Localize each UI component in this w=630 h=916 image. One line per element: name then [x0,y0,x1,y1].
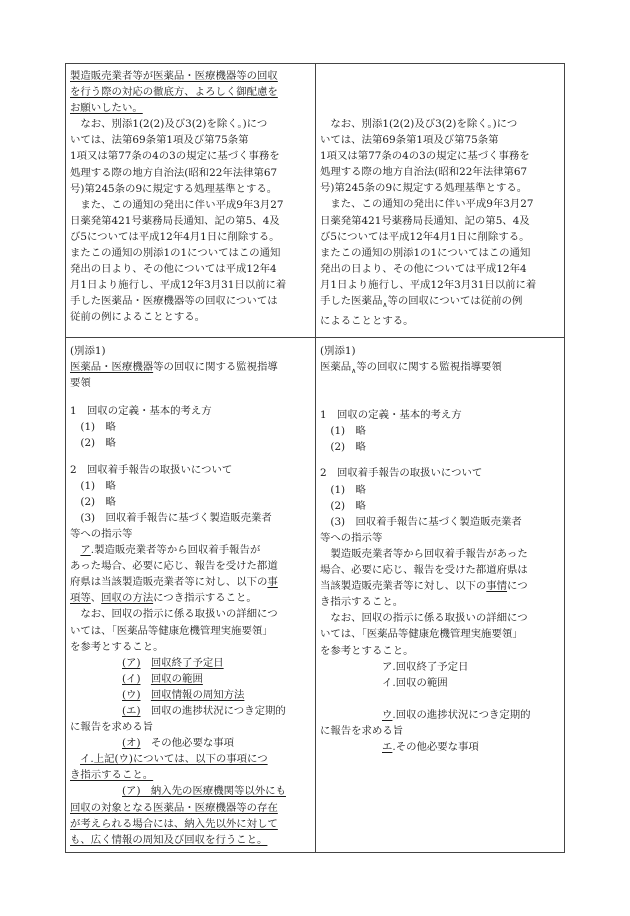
text-fragment: (ア) 納入先の医療機関等以外にも [122,785,286,798]
marker: ア [80,544,91,557]
text-line: 号)第245条の9に規定する処理基準とする。 [70,182,278,195]
text-line: を行う際の対応の徹底方、よろしく御配慮を [70,86,278,99]
text-line [320,293,562,313]
text-line: 月1日より施行し、平成12年3月31日以前に着 [320,278,537,291]
text-line: 場合、必要に応じ、報告を受けた都道府県は [320,564,528,577]
text-line: いては、法第69条第1項及び第75条第 [70,134,249,147]
text-line: いては、「医薬品等健康危機管理実施要領」 [320,628,523,641]
bottom-left-cell [70,343,313,848]
item: (3) 回収着手報告に基づく製造販売業者 [320,515,522,528]
sub-item: イ.回収の範囲 [382,676,448,689]
title-fragment: 医薬品・医療機器 [70,361,154,374]
sub-item [70,671,313,687]
item: (2) 略 [70,437,116,450]
text-line: またこの通知の別添1の1についてはこの通知 [320,246,531,259]
text-fragment: イ.上記(ウ)については、以下の事項につ [80,753,268,766]
title-fragment: 医薬品 [320,361,352,374]
sub-item [320,739,562,755]
text-line [70,751,313,767]
text-fragment: .製造販売業者等から回収着手報告が [90,544,261,557]
text-line: お願いしたい。 [70,102,143,115]
text-fragment: 回収の進捗状況につき定期的 [150,704,286,717]
text-line: 発出の日より、その他については平成12年4 [320,262,527,275]
attachment-label: (別添1) [320,345,356,357]
text-line: を参考とすること。 [320,644,414,657]
text-line: 従前の例によることとする。 [70,311,206,324]
text-fragment: 回収の範囲 [150,672,203,685]
sub-item [70,655,313,671]
text-line: 発出の日より、その他については平成12年4 [70,263,277,276]
comparison-table [65,63,565,853]
text-fragment: .回収の進捗状況につき定期的 [392,708,531,721]
text-fragment: 事情 [486,580,508,593]
item: (2) 略 [320,499,366,512]
column-divider [315,64,316,852]
bottom-right-cell [320,343,562,755]
text-line: 1項又は第77条の4の3の規定に基づく事務を [70,150,280,163]
sub-item [70,687,313,703]
insertion-caret: ∧ [382,301,388,310]
text-fragment: 回収の方法 [101,592,154,605]
marker: (ウ) [122,688,141,701]
text-line: 日薬発第421号薬務局長通知、記の第5、4及 [320,214,530,227]
text-line [70,542,313,558]
text-line [70,590,313,606]
sub-item [70,735,313,751]
marker: (エ) [122,704,141,717]
title-fragment: 等の回収に関する監視指導 [153,361,278,374]
top-left-cell [70,68,313,326]
text-line: また、この通知の発出に伴い平成9年3月27 [320,198,534,211]
text-line: 回収の対象となる医薬品・医療機器等の存在 [70,801,278,814]
marker: エ [382,740,393,753]
text-fragment: につき指示すること。 [153,592,257,605]
text-line: なお、別添1(2(2)及び3(2)を除く。)につ [320,118,518,130]
text-line: 号)第245条の9に規定する処理基準とする。 [320,182,528,195]
text-fragment: につ [507,580,528,593]
text-fragment: .その他必要な事項 [392,740,479,753]
text-line: 日薬発第421号薬務局長通知、記の第5、4及 [70,214,280,227]
text-line: び5については平成12年4月1日に削除する。 [320,230,530,243]
text-line: なお、回収の指示に係る取扱いの詳細につ [70,608,278,621]
text-line: 処理する際の地方自治法(昭和22年法律第67 [70,166,278,179]
sub-item: ア.回収終了予定日 [382,660,469,673]
insertion-caret: ∧ [351,367,357,376]
section-title: 要領 [70,377,91,390]
text-line: なお、別添1(2(2)及び3(2)を除く。)につ [70,118,268,131]
text-fragment: 手した医薬品 [320,295,383,308]
text-line: 月1日より施行し、平成12年3月31日以前に着 [70,279,287,292]
text-line [70,783,313,799]
top-right-cell [320,116,562,329]
text-line: またこの通知の別添1の1についてはこの通知 [70,247,281,260]
marker: (イ) [122,672,141,685]
text-line: き指示すること。 [70,769,154,782]
text-fragment: その他必要な事項 [150,737,235,750]
text-line: 手した医薬品・医療機器等の回収については [70,295,278,308]
text-line: 処理する際の地方自治法(昭和22年法律第67 [320,166,528,179]
title-fragment: 等の回収に関する監視指導要領 [356,361,502,374]
text-fragment: 事 [267,576,278,589]
item: (3) 回収着手報告に基づく製造販売業者 [70,511,272,524]
text-line: が考えられる場合には、納入先以外に対して [70,817,278,830]
text-line: も、広く情報の周知及び回収を行うこと。 [70,833,268,846]
text-line: に報告を求める旨 [320,724,404,737]
text-line: に報告を求める旨 [70,721,154,734]
text-line: 製造販売業者等から回収着手報告があった [320,547,528,560]
heading: 1 回収の定義・基本的考え方 [70,405,212,418]
section-title [320,359,562,379]
text-fragment: 府県は当該製造販売業者等に対し、以下の [70,576,268,589]
text-fragment: 回収終了予定日 [150,656,224,669]
text-fragment: 項等 [70,592,91,605]
text-fragment: 等の回収については従前の例 [387,295,523,308]
text-line [320,578,562,594]
item: 等への指示等 [320,531,383,544]
marker: (ア) [122,656,141,669]
attachment-label: (別添1) [70,345,106,357]
heading: 2 回収着手報告の取扱いについて [320,467,483,480]
item: (2) 略 [320,441,366,454]
text-fragment: 当該製造販売業者等に対し、以下の [320,580,487,593]
text-line: いては、「医薬品等健康危機管理実施要領」 [70,624,273,637]
text-line: なお、回収の指示に係る取扱いの詳細につ [320,612,528,625]
text-line: によることとする。 [320,315,414,328]
marker: (オ) [122,737,141,750]
sub-item [320,707,562,723]
text-line: 1項又は第77条の4の3の規定に基づく事務を [320,150,530,163]
heading: 2 回収着手報告の取扱いについて [70,463,233,476]
text-line: また、この通知の発出に伴い平成9年3月27 [70,198,284,211]
item: (1) 略 [320,425,366,438]
sub-item [70,703,313,719]
item: (1) 略 [70,421,116,434]
text-fragment: 回収情報の周知方法 [150,688,245,701]
text-line: き指示すること。 [320,596,404,609]
item: (1) 略 [70,479,116,492]
text-line: いては、法第69条第1項及び第75条第 [320,134,499,147]
marker: ウ [382,708,393,721]
text-line [70,574,313,590]
row-divider [66,337,564,338]
item: (2) 略 [70,495,116,508]
text-line: を参考とすること。 [70,640,164,653]
section-title [70,359,313,375]
heading: 1 回収の定義・基本的考え方 [320,409,462,422]
text-line: あった場合、必要に応じ、報告を受けた都道 [70,560,278,573]
item: (1) 略 [320,483,366,496]
text-fragment: 、 [90,592,102,605]
text-line: び5については平成12年4月1日に削除する。 [70,230,280,243]
text-line: 製造販売業者等が医薬品・医療機器等の回収 [70,70,278,82]
item: 等への指示等 [70,527,133,540]
